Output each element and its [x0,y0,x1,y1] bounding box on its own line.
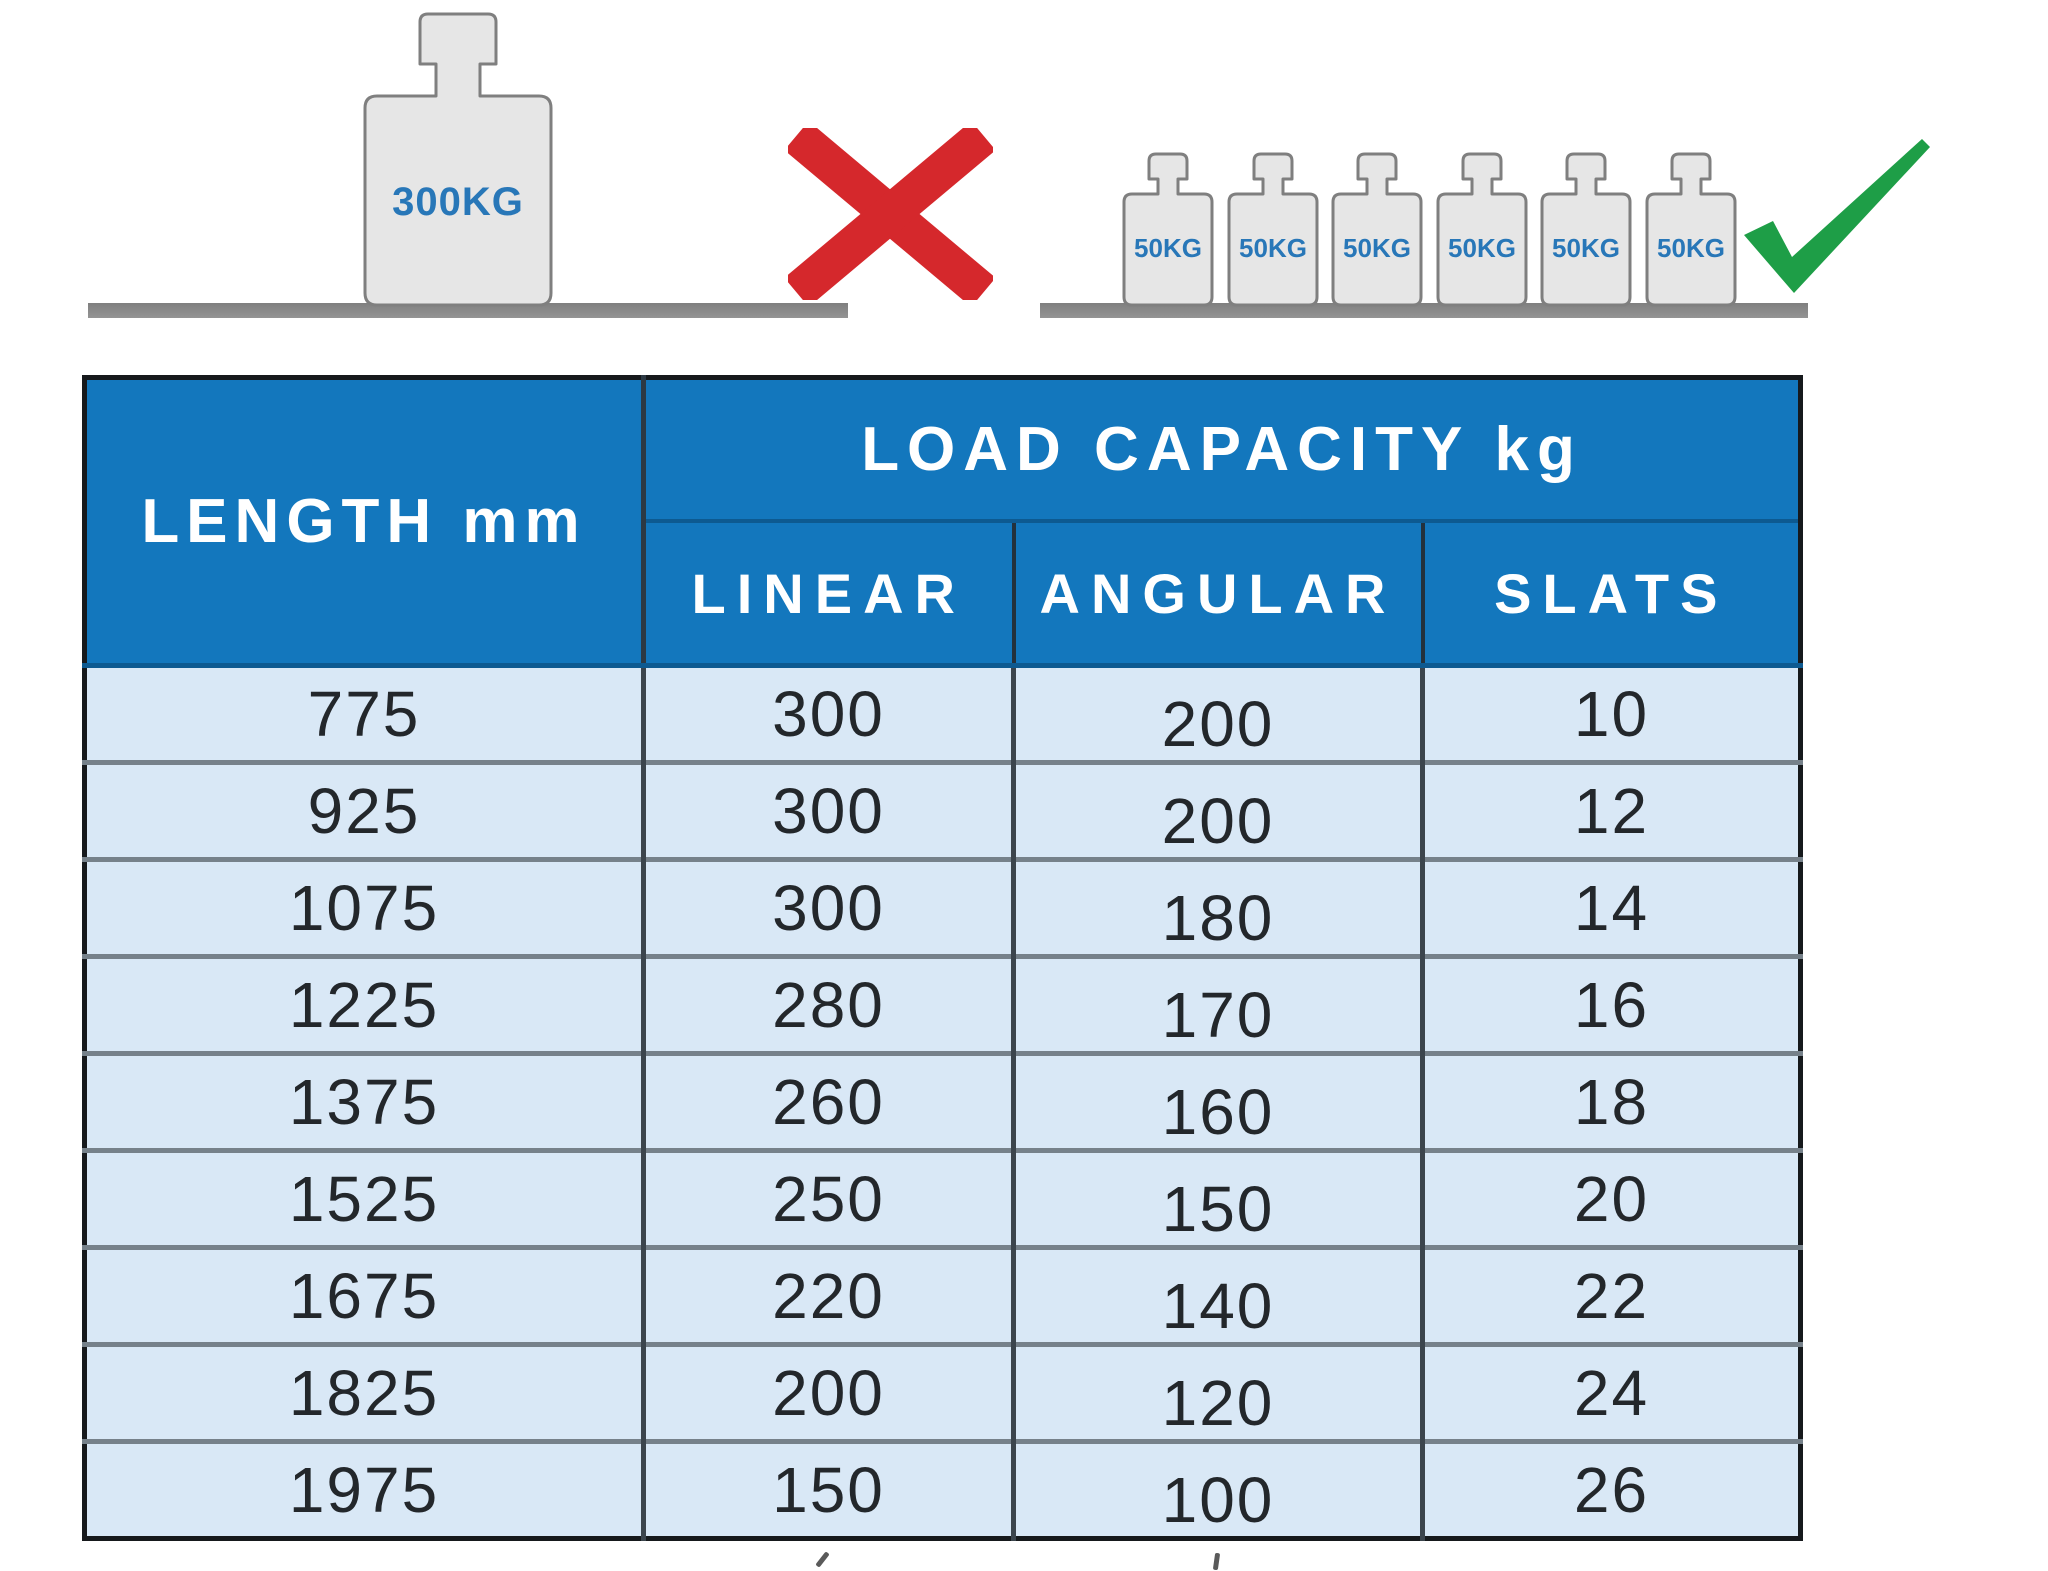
cell-angular: 140 [1014,1248,1423,1345]
weight-50kg-label: 50KG [1657,233,1725,263]
cell-linear: 300 [644,763,1014,860]
weight-300kg-icon [363,12,553,307]
col-group-header-label: LOAD CAPACITY kg [861,415,1583,484]
load-capacity-table [82,375,1803,1541]
cell-angular: 100 [1014,1442,1423,1539]
table-row [85,860,1801,957]
cell-slats: 20 [1423,1151,1801,1248]
cell-linear: 220 [644,1248,1014,1345]
cell-length: 1075 [85,860,644,957]
weight-50kg-label: 50KG [1239,233,1307,263]
col-header-angular [1014,521,1423,666]
col-header-angular-label: ANGULAR [1039,561,1397,625]
cropped-artifact-mark [815,1551,829,1567]
cell-length: 925 [85,763,644,860]
check-icon [1742,136,1932,298]
table-row [85,957,1801,1054]
cell-angular: 200 [1014,763,1423,860]
cell-slats: 24 [1423,1345,1801,1442]
col-header-length [85,378,644,666]
weight-50kg-icon [1645,152,1737,307]
cell-length: 1375 [85,1054,644,1151]
cell-linear: 250 [644,1151,1014,1248]
cell-angular: 180 [1014,860,1423,957]
table-row [85,666,1801,763]
col-header-slats [1423,521,1801,666]
cell-linear: 200 [644,1345,1014,1442]
weight-50kg-label: 50KG [1343,233,1411,263]
weight-50kg-icon [1331,152,1423,307]
weight-50kg-label: 50KG [1134,233,1202,263]
cell-length: 1825 [85,1345,644,1442]
col-header-length-label: LENGTH mm [141,487,587,556]
cell-slats: 10 [1423,666,1801,763]
table-row [85,1442,1801,1539]
weight-50kg-icon [1436,152,1528,307]
table-row [85,1248,1801,1345]
cell-linear: 300 [644,860,1014,957]
cell-length: 1525 [85,1151,644,1248]
cell-angular: 150 [1014,1151,1423,1248]
col-header-linear [644,521,1014,666]
cell-length: 1225 [85,957,644,1054]
cell-slats: 26 [1423,1442,1801,1539]
cell-slats: 12 [1423,763,1801,860]
cell-slats: 16 [1423,957,1801,1054]
weight-50kg-icon [1540,152,1632,307]
weight-50kg-label: 50KG [1448,233,1516,263]
x-mark-icon [788,128,993,300]
weight-50kg-icon [1227,152,1319,307]
cell-slats: 14 [1423,860,1801,957]
table-row [85,1345,1801,1442]
cell-linear: 260 [644,1054,1014,1151]
cell-angular: 170 [1014,957,1423,1054]
cell-slats: 22 [1423,1248,1801,1345]
cell-angular: 200 [1014,666,1423,763]
cell-linear: 280 [644,957,1014,1054]
cell-linear: 150 [644,1442,1014,1539]
cell-length: 775 [85,666,644,763]
cell-slats: 18 [1423,1054,1801,1151]
col-header-linear-label: LINEAR [691,561,966,625]
weight-300kg-label: 300KG [392,180,524,224]
weight-50kg-icon [1122,152,1214,307]
cropped-artifact-mark [1213,1553,1220,1571]
table-row [85,1151,1801,1248]
cell-angular: 120 [1014,1345,1423,1442]
weight-50kg-label: 50KG [1552,233,1620,263]
table-row [85,1054,1801,1151]
table-row [85,763,1801,860]
col-group-header-load-capacity [644,378,1801,522]
cell-length: 1975 [85,1442,644,1539]
cell-angular: 160 [1014,1054,1423,1151]
col-header-slats-label: SLATS [1494,561,1729,625]
cell-linear: 300 [644,666,1014,763]
cell-length: 1675 [85,1248,644,1345]
